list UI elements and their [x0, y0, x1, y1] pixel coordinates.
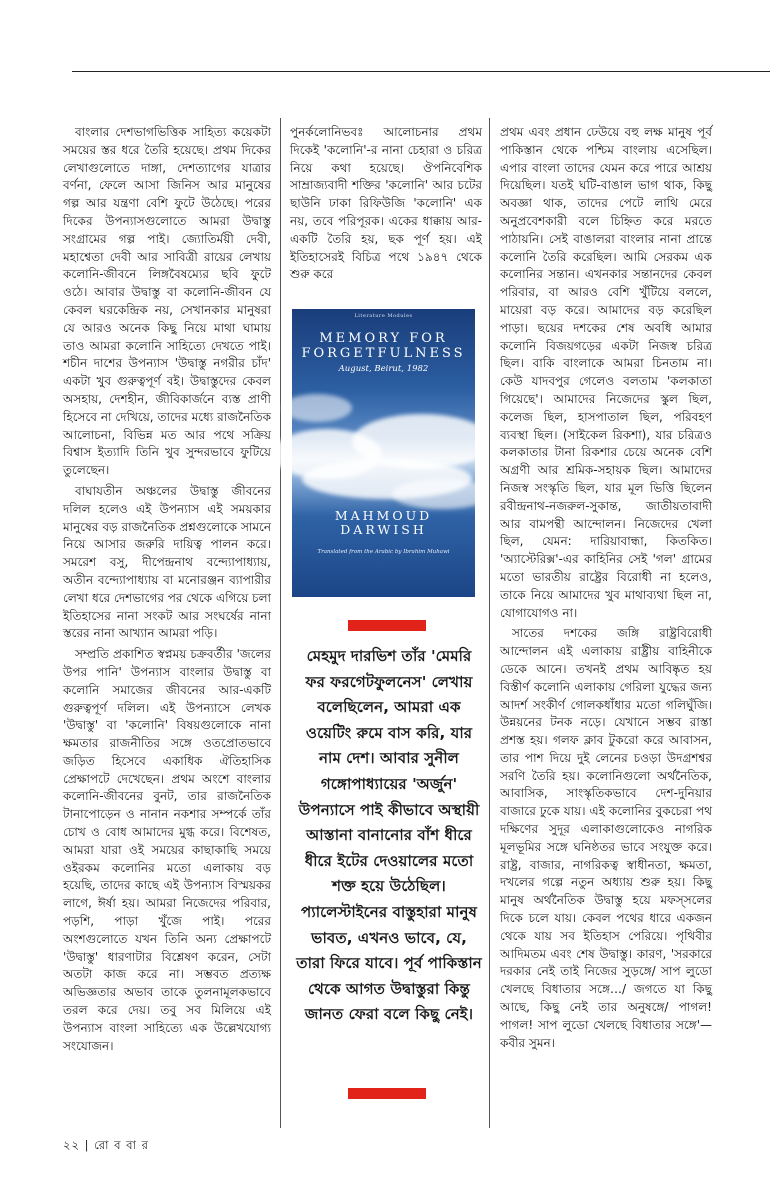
- pull-quote-text: মেহমুদ দারভিশ তাঁর 'মেমরি ফর ফরগেটফুলনেস' লেখায় বলেছিলেন, আমরা এক ওয়েটিং রুমে বাস করি, যার নাম দেশ। আবার সুনীল গঙ্গোপাধ্যায়ের 'অর্জুন' উপন্যাসে পাই কীভাবে অস্থায়ী আস্তানা বানানোর বাঁশ ধীরে ধীরে ইটের দেওয়ালের মতো শক্ত হয়ে উঠেছিল। প্যালেস্টাইনের বাস্তুহারা মানুষ ভাবত, এখনও ভাবে, যে, তারা ফিরে যাবে। পূর্ব পাকিস্তান থেকে আগত উদ্বাস্তুরা কিন্তু জানত ফেরা বলে কিছু নেই।: [296, 647, 482, 1024]
- header-rule: [72, 71, 770, 72]
- paragraph: সাতের দশকের জঙ্গি রাষ্ট্রবিরোধী আন্দোলন এই এলাকায় রাষ্ট্রীয় বাহিনীকে ডেকে আনে। তখনই প্রথম আবিষ্কৃত হয় বিস্তীর্ণ কলোনি এলাকায় গেরিলা যুদ্ধের জন্য আদর্শ সংকীর্ণ গোলকধাঁধার মতো গলিঘুঁজি। উন্নয়নের টনক নড়ে। যেখানে সম্ভব রাস্তা প্রশস্ত হয়। গলফ ক্লাব টুকরো করে আবাসন, তার পাশ দিয়ে দুই লেনের চওড়া উদগ্রশশ্বর সরণি তৈরি হয়। কলোনিগুলো অর্থনৈতিক, আবাসিক, সাংস্কৃতিকভাবে দেশ-দুনিয়ার বাজারে ঢুকে যায়। এই কলোনির বুকচেরা পথ দক্ষিণের সুদূর এলাকাগুলোকেও নাগরিক মূলভূমির সঙ্গে ঘনিষ্ঠতর ভাবে সংযুক্ত করে। রাষ্ট্র, বাজার, নাগরিকত্ব স্বাধীনতা, ক্ষমতা, দখলের গল্পে নতুন অধ্যায় শুরু হয়। কিছু মানুষ অর্থনৈতিক উদ্বাস্তু হয়ে মফস্সলের দিকে চলে যায়। কেবল পথের ধারে একজন থেকে যায় সব ইতিহাস পেরিয়ে। পৃথিবীর আদিমতম এবং শেষ উদ্বাস্তু। কারণ, 'সরকারে দরকার নেই তাই নিজের সুড়ঙ্গে/ সাপ লুডো খেলছে বিধাতার সঙ্গে…/ জগতে যা কিছু আছে, কিছু নেই তার অনুষঙ্গে/ পাগল! পাগল! সাপ লুডো খেলছে বিধাতার সঙ্গে'— কবীর সুমন।: [500, 626, 712, 1050]
- book-subtitle: August, Beirut, 1982: [338, 364, 429, 374]
- pull-quote: [296, 620, 482, 1100]
- paragraph: বাংলার দেশভাগভিত্তিক সাহিত্য কয়েকটা সময়ের স্তর ধরে তৈরি হয়েছে। প্রথম দিকের লেখাগুলোতে দাঙ্গা, দেশত্যাগের যাত্রার বর্ণনা, ফেলে আসা জিনিস আর মানুষের গল্প আর যন্ত্রণা বেশি ফুটে উঠেছে। পরের দিকের উপন্যাসগুলোতে আমরা উদ্বাস্তু সংগ্রামের গল্প পাই। জ্যোতির্ময়ী দেবী, মহাশ্বেতা দেবী আর সাবিত্রী রায়ের লেখায় কলোনি-জীবনে লিঙ্গবৈষম্যের ছবি ফুটে ওঠে। আবার উদ্বাস্তু বা কলোনি-জীবন যে কেবল ঘরকেন্দ্রিক নয়, সেখানকার মানুষরা যে আরও অনেক কিছু নিয়ে মাথা ঘামায় তাও আমরা কলোনি সাহিত্যে দেখতে পাই। শচীন দাশের উপন্যাস 'উদ্বাস্তু নগরীর চাঁদ' একটা খুব গুরুত্বপূর্ণ বই। উদ্বাস্তুদের কেবল অসহায়, দেশহীন, জীবিকার্জনে ব্যস্ত প্রাণী হিসেবে না দেখিয়ে, তাদের মধ্যে রাজনৈতিক আলোচনা, বিভিন্ন মত আর পথে সক্রিয় বিশ্বাস ইত্যাদি তিনি খুব সুন্দরভাবে ফুটিয়ে তুলেছেন।: [63, 125, 271, 478]
- paragraph: পুনর্কলোনিভবঃ আলোচনার প্রথম দিকেই 'কলোনি'-র নানা চেহারা ও চরিত্র নিয়ে কথা হয়েছে। ঔপনিবেশিক সাম্রাজ্যবাদী শক্তির 'কলোনি' আর চটের ছাউনি ঢাকা রিফিউজি 'কলোনি' এক নয়, তবে পরিপূরক। একের ধাক্কায় আর-একটি তৈরি হয়, ছক পূর্ণ হয়। এই ইতিহাসেরই বিচিত্র পথে ১৯৪৭ থেকে শুরু করে: [290, 125, 482, 282]
- quote-accent-bar-top: [348, 620, 426, 631]
- article-column-left: [63, 124, 271, 1109]
- book-author: MAHMOUD DARWISH: [334, 508, 433, 537]
- paragraph: সম্প্রতি প্রকাশিত স্বপ্নময় চক্রবর্তীর 'জলের উপর পানি' উপন্যাস বাংলার উদ্বাস্তু বা কলোনি সমাজের জীবনের আর-একটি গুরুত্বপূর্ণ দলিল। এই উপন্যাসে লেখক 'উদ্বাস্তু' বা 'কলোনি' বিষয়গুলোকে নানা ক্ষমতার রাজনীতির সঙ্গে ওতপ্রোতভাবে জড়িত হিসেবে একাধিক ঐতিহাসিক প্রেক্ষাপটে দেখেছেন। প্রথম অংশে বাংলার কলোনি-জীবনের বুনট, তার রাজনৈতিক টানাপোড়েন ও নানান নকশার সম্পর্কে তাঁর চোখ ও বোধ আমাদের মুগ্ধ করে। বিশেষত, আমরা যারা ওই সময়ের কাছাকাছি সময়ে ওইরকম কলোনির মতো এলাকায় বড় হয়েছি, তাদের কাছে এই উপন্যাস বিস্ময়কর লাগে, ঈর্ষা হয়। আমরা নিজেদের পরিবার, পড়শি, পাড়া খুঁজে পাই। পরের অংশগুলোতে যখন তিনি অন্য প্রেক্ষাপটে 'উদ্বাস্তু' ধারণাটার বিশ্লেষণ করেন, সেটা অতটা কাজ করে না। সম্ভবত প্রত্যক্ষ অভিজ্ঞতার অভাব তাকে তুলনামূলকভাবে তরল করে দেয়। তবু সব মিলিয়ে এই উপন্যাস বাংলা সাহিত্যে এক উল্লেখযোগ্য সংযোজন।: [63, 647, 271, 1053]
- column-divider: [280, 118, 281, 1128]
- page-footer: ২২ | রো ব বা র: [63, 1138, 149, 1152]
- book-title: MEMORY FOR FORGETFULNESS: [301, 331, 466, 361]
- article-column-middle: [290, 124, 482, 282]
- book-translator: Translated from the Arabic by Ibrahim Muhawi: [317, 549, 450, 555]
- paragraph: বাঘাযতীন অঞ্চলের উদ্বাস্তু জীবনের দলিল হলেও এই উপন্যাস এই সময়কার মানুষের বড় রাজনৈতিক প্রশ্নগুলোকে সামনে নিয়ে আসার জরুরি দায়িত্ব পালন করে। সমরেশ বসু, দীপেন্দ্রনাথ বন্দ্যোপাধ্যায়, অতীন বন্দ্যোপাধ্যায় বা মনোরঞ্জন ব্যাপারীর লেখা ধরে দেশভাগের পর থেকে এগিয়ে চলা ইতিহাসের নানা সংকট আর সংঘর্ষের নানা স্তরের নানা আখ্যান আমরা পড়ি।: [63, 483, 272, 641]
- article-column-right: [500, 124, 712, 1109]
- column-divider: [489, 118, 490, 1128]
- paragraph: প্রথম এবং প্রধান ঢেউয়ে বহু লক্ষ মানুষ পূর্ব পাকিস্তান থেকে পশ্চিম বাংলায় এসেছিল। এপার বাংলা তাদের যেমন করে পারে আশ্রয় দিয়েছিল। যতই ঘটি-বাঙাল ভাগ থাক, কিছু অবজ্ঞা থাক, তাদের পেটে লাথি মেরে অনুপ্রবেশকারী বলে চিহ্নিত করে মরতে পাঠায়নি। সেই বাঙালরা বাংলার নানা প্রান্তে কলোনি তৈরি করেছিল। আমি সেরকম এক কলোনির সন্তান। এখনকার সন্তানদের কেবল পরিবার, বা আরও বেশি খুঁটিয়ে বললে, মায়েরা বড় করে। আমাদের বড় করেছিল পাড়া। ছয়ের দশকের শেষ অবধি আমার কলোনি বিজয়গড়ের একটা নিজস্ব চরিত্র ছিল। বাকি বাংলাকে আমরা চিনতাম না। কেউ যাদবপুর গেলেও বলতাম 'কলকাতা গিয়েছে'। আমাদের নিজেদের স্কুল ছিল, কলেজ ছিল, হাসপাতাল ছিল, পরিবহণ ব্যবস্থা ছিল। (সাইকেল রিকশা), যার চরিত্রও কলকাতার টানা রিকশার চেয়ে অনেক বেশি অগ্রণী আর শ্রমিক-সহায়ক ছিল। আমাদের নিজস্ব সংস্কৃতি ছিল, যার মূল ভিত্তি ছিলেন রবীন্দ্রনাথ-নজরুল-সুকান্ত, জাতীয়তাবাদী আর বামপন্থী আন্দোলন। নিজেদের খেলা ছিল, যেমন: দারিয়াবান্ধা, কিতকিত। 'অ্যাস্টেরিক্স'-এর কাহিনির সেই 'গল' গ্রামের মতো ভারতীয় রাষ্ট্রের বিরোধী না হলেও, তাকে নিয়ে আমাদের খুব মাথাব্যথা ছিল না, যোগাযোগও না।: [500, 125, 712, 620]
- book-cover-image: [292, 309, 475, 597]
- book-series: Literature Modules: [354, 313, 413, 319]
- quote-accent-bar-bottom: [348, 1088, 426, 1099]
